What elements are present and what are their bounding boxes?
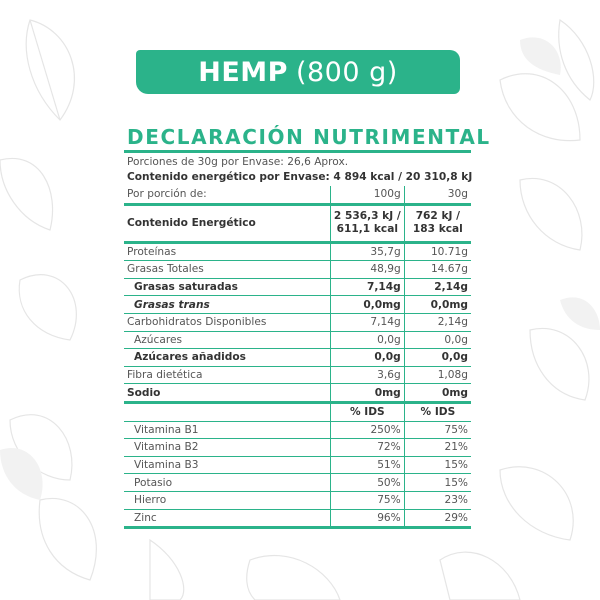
energy-label: Contenido Energético (124, 204, 330, 242)
table-row (124, 384, 471, 403)
row-label: Vitamina B2 (124, 439, 330, 457)
row-value-100g: 3,6g (330, 366, 404, 384)
row-value-100g: 7,14g (330, 313, 404, 331)
row-value-100g: 50% (330, 474, 404, 492)
title-divider (124, 150, 471, 153)
row-value-100g: 72% (330, 439, 404, 457)
energy-30g-kj: 762 kJ / (415, 210, 461, 223)
row-label: Vitamina B3 (124, 456, 330, 474)
row-label: Sodio (124, 384, 330, 403)
product-name: HEMP (198, 56, 288, 88)
row-value-30g: 23% (404, 491, 471, 509)
table-row (124, 421, 471, 439)
table-row (124, 509, 471, 528)
row-label: Carbohidratos Disponibles (124, 313, 330, 331)
energy-30g-kcal: 183 kcal (412, 223, 463, 236)
row-label: Proteínas (124, 242, 330, 261)
row-value-30g: 1,08g (404, 366, 471, 384)
portions-info: Porciones de 30g por Envase: 26,6 Aprox. (127, 156, 349, 168)
row-value-30g: 14.67g (404, 261, 471, 279)
product-size: (800 g) (295, 56, 398, 88)
row-value-100g: 51% (330, 456, 404, 474)
table-row (124, 456, 471, 474)
table-row (124, 349, 471, 367)
row-label: Azúcares (124, 331, 330, 349)
row-label: Vitamina B1 (124, 421, 330, 439)
table-row (124, 261, 471, 279)
row-value-30g: 15% (404, 474, 471, 492)
row-value-100g: 0,0g (330, 331, 404, 349)
row-value-30g: 0,0mg (404, 296, 471, 314)
row-value-30g: 0mg (404, 384, 471, 403)
row-label: Grasas saturadas (124, 278, 330, 296)
row-value-30g: 0,0g (404, 331, 471, 349)
row-value-100g: 0mg (330, 384, 404, 403)
row-value-30g: 2,14g (404, 313, 471, 331)
row-label: Zinc (124, 509, 330, 528)
row-value-100g: 250% (330, 421, 404, 439)
row-label: Potasio (124, 474, 330, 492)
energy-30g (404, 204, 471, 242)
row-label: Azúcares añadidos (124, 349, 330, 367)
row-value-100g: 7,14g (330, 278, 404, 296)
table-row (124, 278, 471, 296)
portion-label: Por porción de: (124, 186, 330, 204)
ids-header-30g: % IDS (404, 402, 471, 421)
row-value-30g: 0,0g (404, 349, 471, 367)
row-value-30g: 2,14g (404, 278, 471, 296)
row-value-100g: 48,9g (330, 261, 404, 279)
row-value-100g: 96% (330, 509, 404, 528)
table-row (124, 296, 471, 314)
table-row (124, 491, 471, 509)
table-row (124, 439, 471, 457)
energy-100g-kcal: 611,1 kcal (336, 223, 398, 236)
row-value-30g: 21% (404, 439, 471, 457)
row-label: Grasas trans (124, 296, 330, 314)
table-row (124, 242, 471, 261)
table-header-row (124, 186, 471, 204)
ids-header-100g: % IDS (330, 402, 404, 421)
portion-100g: 100g (330, 186, 404, 204)
energy-per-package: Contenido energético por Envase: 4 894 kcal / 20 310,8 kJ (127, 171, 473, 183)
row-value-30g: 10.71g (404, 242, 471, 261)
row-value-100g: 0,0mg (330, 296, 404, 314)
energy-row (124, 204, 471, 242)
row-value-100g: 35,7g (330, 242, 404, 261)
ids-header-row (124, 402, 471, 421)
energy-100g-kj: 2 536,3 kJ / (333, 210, 401, 223)
row-value-100g: 75% (330, 491, 404, 509)
row-label: Grasas Totales (124, 261, 330, 279)
product-banner (136, 50, 460, 94)
table-row (124, 313, 471, 331)
portion-30g: 30g (404, 186, 471, 204)
table-row (124, 474, 471, 492)
page-title: DECLARACIÓN NUTRIMENTAL (127, 125, 491, 149)
table-row (124, 366, 471, 384)
row-value-30g: 75% (404, 421, 471, 439)
row-value-100g: 0,0g (330, 349, 404, 367)
row-label: Hierro (124, 491, 330, 509)
energy-100g (330, 204, 404, 242)
row-value-30g: 29% (404, 509, 471, 528)
nutrition-table (124, 186, 471, 529)
table-row (124, 331, 471, 349)
ids-blank (124, 402, 330, 421)
row-value-30g: 15% (404, 456, 471, 474)
row-label: Fibra dietética (124, 366, 330, 384)
